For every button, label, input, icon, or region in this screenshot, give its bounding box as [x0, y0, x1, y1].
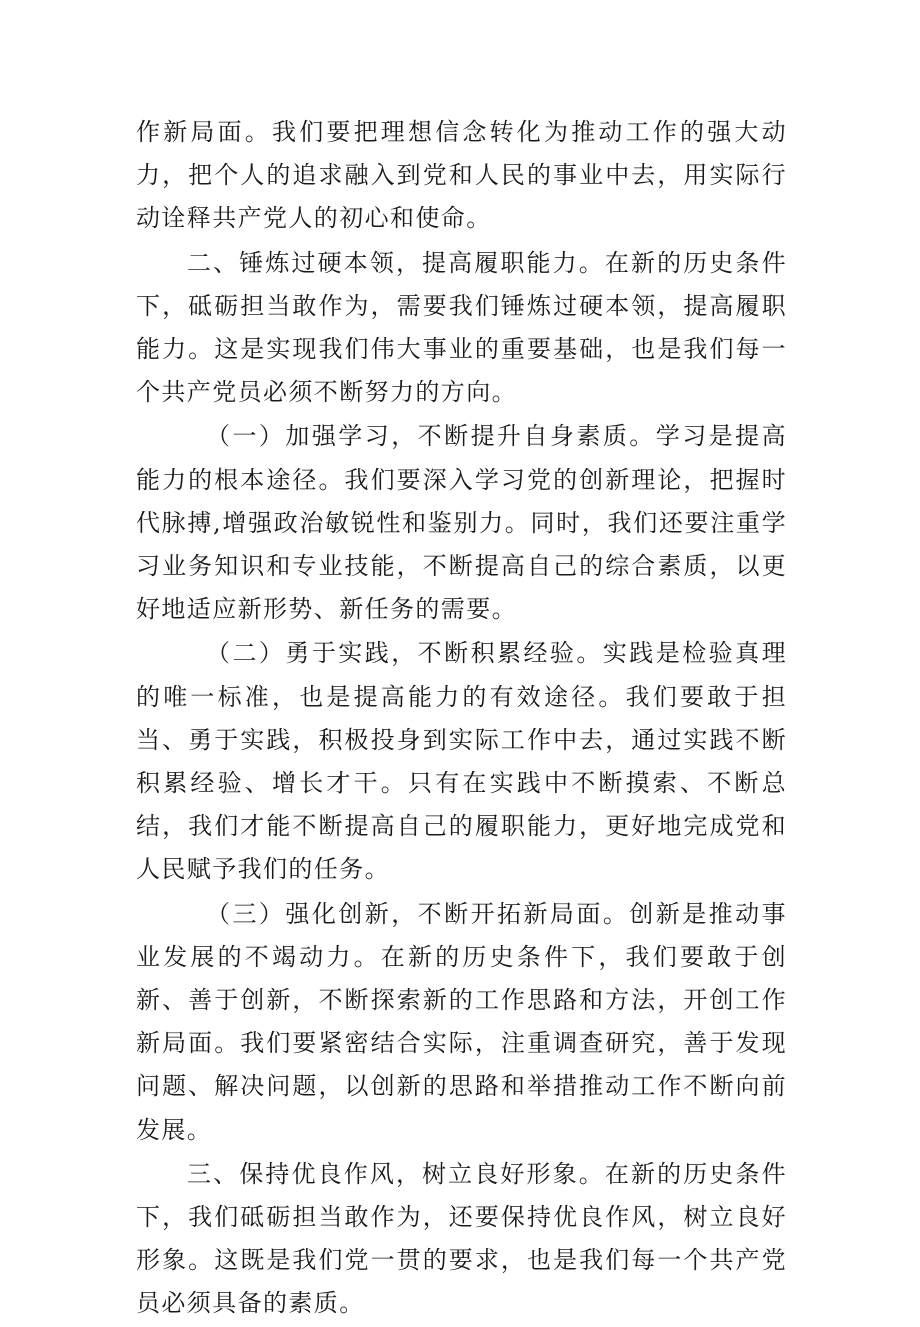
- paragraph-subsection-two: （二）勇于实践，不断积累经验。实践是检验真理的唯一标准，也是提高能力的有效途径。我们要敢于担当、勇于实践，积极投身到实际工作中去，通过实践不断积累经验、增长才干。只有在实践中不断摸索、不断总结，我们才能不断提高自己的履职能力，更好地完成党和人民赋予我们的任务。: [136, 639, 787, 884]
- paragraph-section-three: 三、保持优良作风，树立良好形象。在新的历史条件下，我们砥砺担当敢作为，还要保持优良作风，树立良好形象。这既是我们党一贯的要求，也是我们每一个共产党员必须具备的素质。: [136, 1159, 787, 1318]
- paragraph-continuation: 作新局面。我们要把理想信念转化为推动工作的强大动力，把个人的追求融入到党和人民的事业中去，用实际行动诠释共产党人的初心和使命。: [136, 118, 787, 233]
- paragraph-subsection-three: （三）强化创新，不断开拓新局面。创新是推动事业发展的不竭动力。在新的历史条件下，我们要敢于创新、善于创新，不断探索新的工作思路和方法，开创工作新局面。我们要紧密结合实际，注重调查研究，善于发现问题、解决问题，以创新的思路和举措推动工作不断向前发展。: [136, 899, 787, 1144]
- document-body: [136, 111, 787, 1327]
- paragraph-subsection-one: （一）加强学习，不断提升自身素质。学习是提高能力的根本途径。我们要深入学习党的创新理论，把握时代脉搏,增强政治敏锐性和鉴别力。同时，我们还要注重学习业务知识和专业技能，不断提高自己的综合素质，以更好地适应新形势、新任务的需要。: [136, 422, 787, 624]
- paragraph-section-two: 二、锤炼过硬本领，提高履职能力。在新的历史条件下，砥砺担当敢作为，需要我们锤炼过硬本领，提高履职能力。这是实现我们伟大事业的重要基础，也是我们每一个共产党员必须不断努力的方向。: [136, 248, 787, 407]
